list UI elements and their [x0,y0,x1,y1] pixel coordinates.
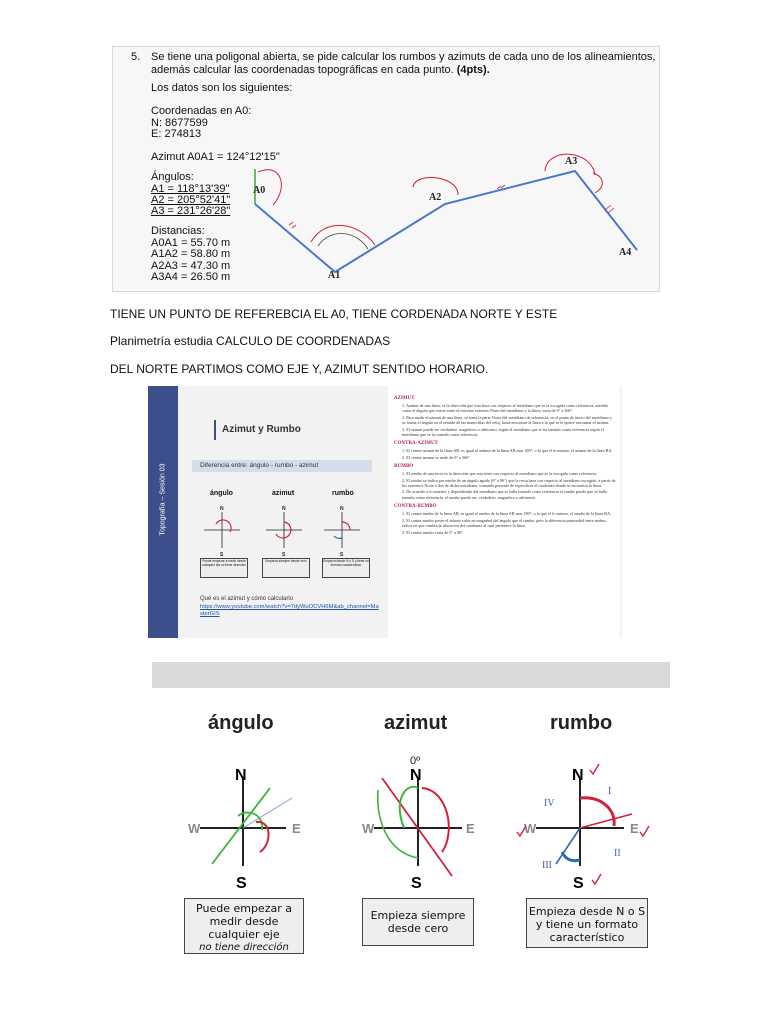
mini-s-3: S [340,552,344,558]
caption-angulo-line2: medir desde [209,915,279,928]
slide-section-item: 2. El contra-rumbo posee el mismo valor en magnitud del ángulo que el rumbo, pero la diferencia primordial entre ambos, radica en que cambia la ubicación del cuadrante al cual pertenece la línea. [402,517,607,529]
caption-rumbo [526,898,648,948]
caption-rumbo-line2: y tiene un formato [535,918,639,931]
mini-n-1: N [220,506,224,512]
problem-points: (4pts). [456,64,490,76]
a3-lower-arc [593,173,602,193]
slide-section-item: 1. El rumbo de una recta es la dirección que esta tiene con respecto al meridiano que es la escogido como referencia. [402,471,598,477]
big-e-3: E [630,821,639,836]
label-a1: A1 [328,270,341,281]
coord-north: N: 8677599 [151,117,208,129]
mini-s-1: S [220,552,224,558]
big-n-2: N [410,767,422,784]
zero-label: 0º [410,755,421,767]
note-3: DEL NORTE PARTIMOS COMO EJE Y, AZIMUT SENTIDO HORARIO. [110,362,489,376]
video-link[interactable]: https://www.youtube.com/watch?v=7dyWuOCVH6M&ab_channel=MasterGIS [200,604,379,617]
mini-caption-1: Puede empezar a medir desde cualquier eje no tiene dirección [200,558,248,578]
compass-comparison-figure [152,662,670,962]
slide-compasses [184,502,384,562]
quadrant-ii: II [614,848,621,859]
mini-caption-3: Empieza desde N o S y tiene un formato característico [322,558,370,578]
coord-heading: Coordenadas en A0: [151,105,252,117]
video-label: Qué es el azimut y cómo calcularlo [200,596,294,602]
slide-sidebar [148,386,178,638]
caption-angulo [184,898,304,954]
slide-col-title-angulo: ángulo [210,490,233,497]
slide-section-item: 2. Para medir el azimut de una línea, se toma la parte Norte del meridiano de referencia, en el punto de inicio del meridiano y se forma el ángulo en el sentido de las manecillas del reloj, hasta encontrar la línea a la que se le quiere encontrar el azimut. [402,414,612,426]
caption-angulo-line1: Puede empezar a [196,902,292,915]
slide-section-item: 1. El contra-azimut de la línea AB, es igual al azimut de la línea AB mas 180°; o lo que el lo mismo, el azimut de la línea BA. [402,448,613,454]
polygonal-line [255,171,637,272]
caption-rumbo-line1: Empieza desde N o S [528,905,646,918]
label-a2: A2 [429,192,442,203]
polygonal-diagram [113,47,660,292]
data-heading: Los datos son los siguientes: [151,82,293,94]
label-a4: A4 [619,247,632,258]
big-s-3: S [573,875,584,892]
slide-section-item: 1. El contra-rumbo de la línea AB, es igual al rumbo de la línea AB mas 180°; o lo que el lo mismo, el rumbo de la línea BA. [402,511,612,517]
title-bar [214,420,216,440]
slide-section-head: CONTRA-RUMBO [394,504,437,510]
big-e-2: E [466,821,475,836]
slide-image [148,386,622,638]
mini-n-3: N [340,506,344,512]
difference-label: Diferencia entre: ángulo - rumbo - azimut [192,460,372,472]
big-e-1: E [292,821,301,836]
problem-number: 5. [131,51,141,63]
slide-section-head: AZIMUT [394,396,415,401]
azimut-a0a1: Azimut A0A1 = 124°12'15" [151,151,280,163]
slide-col-title-azimut: azimut [272,490,295,497]
compass-angulo [188,767,301,892]
quadrant-iii: III [542,860,552,871]
angle-a1: A1 = 118°13'39" [151,183,230,195]
distance-a1a2: A1A2 = 58.80 m [151,248,231,260]
slide-title: Azimut y Rumbo [222,424,301,435]
slide-right-panel [388,386,620,638]
title-azimut: azimut [384,712,448,734]
label-a0: A0 [253,185,266,196]
mini-n-2: N [282,506,286,512]
grey-bar [152,662,670,688]
compass-rumbo [517,764,649,892]
distance-a0a1: A0A1 = 55.70 m [151,237,231,249]
quadrant-iv: IV [544,798,555,809]
mini-caption-2: Empieza siempre desde cero [262,558,310,578]
big-w-3: W [524,821,537,836]
problem-statement-line2: además calcular las coordenadas topográficas en cada punto. [151,64,454,76]
slide-left-panel [184,386,384,638]
note-2: Planimetría estudia CALCULO DE COORDENADAS [110,334,391,348]
note-1: TIENE UN PUNTO DE REFEREBCIA EL A0, TIENE CORDENADA NORTE Y ESTE [110,307,558,321]
slide-section-item: 3. El azimut puede ser verdadero, magnético o arbitrario; según el meridiano que se ha tomado como referencia según el meridiano que se ha tomado como referencia. [402,426,604,438]
angle-a3: A3 = 231°26'28" [151,205,231,217]
problem-statement-line1: Se tiene una poligonal abierta, se pide calcular los rumbos y azimuts de cada uno de los alineamientos, [151,51,656,63]
caption-azimut-line2: desde cero [387,922,449,935]
problem-image [112,46,660,292]
sidebar-text: Topografía – Sesión 03 [159,463,167,536]
quadrant-i: I [608,786,612,797]
big-n-1: N [235,767,247,784]
compass-azimut [362,755,475,892]
distance-a3a4: A3A4 = 26.50 m [151,271,231,283]
title-rumbo: rumbo [550,712,613,734]
slide-section-head: CONTRA-AZIMUT [394,441,438,447]
caption-angulo-line4: no tiene dirección [199,942,289,953]
angle-a2: A2 = 205°52'41" [151,194,231,206]
caption-rumbo-line3: característico [549,931,625,944]
mini-s-2: S [282,552,286,558]
slide-section-item: 2. El contra-azimut se mide de 0° a 360° [402,454,470,460]
coord-east: E: 274813 [151,128,202,140]
a1-arc-inner [318,234,368,249]
big-w-1: W [188,821,201,836]
caption-azimut [362,898,474,946]
caption-azimut-line1: Empieza siempre [370,909,466,922]
distance-a2a3: A2A3 = 47.30 m [151,260,231,272]
slide-section-head: RUMBO [394,464,414,470]
slide-col-title-rumbo: rumbo [332,490,354,497]
distances-heading: Distancias: [151,225,205,237]
slide-section-item: 1. Azimut de una línea, es la dirección que esta hace con respecto al meridiano que es la escogida como referencia; medido como el ángulo que existe entre el extremo extremo Norte del meridiano y la línea; varía de 0° a 360°. [402,403,608,414]
slide-section-item: 2. El rumbo se indica por medio de un ángulo agudo (0° a 90°) que la recta hace con respecto al meridiano escogido, a partir de los extremos Norte o Sur de dicho meridiano, tomando presente de especificar el cuadrante donde se encuentra la línea. [402,477,616,489]
big-n-3: N [572,767,584,784]
angles-heading: Ángulos: [151,171,194,183]
slide-section-item: 3. El contra-rumbo varía de 0° a 90° [402,529,463,535]
slide-right-text [394,392,616,536]
big-s-1: S [236,875,247,892]
big-w-2: W [362,821,375,836]
caption-angulo-line3: cualquier eje [208,928,280,941]
slide-section-item: 3. De acuerdo a lo anterior y dependiendo del meridiano que se halla tomado como referencia el rumbo puede que se halla tomado como referencia, el rumbo puede ser, verdadero, magnético o arbitrario. [402,489,607,500]
title-angulo: ángulo [208,712,274,734]
tick-marks [289,185,614,228]
big-s-2: S [411,875,422,892]
label-a3: A3 [565,156,578,167]
